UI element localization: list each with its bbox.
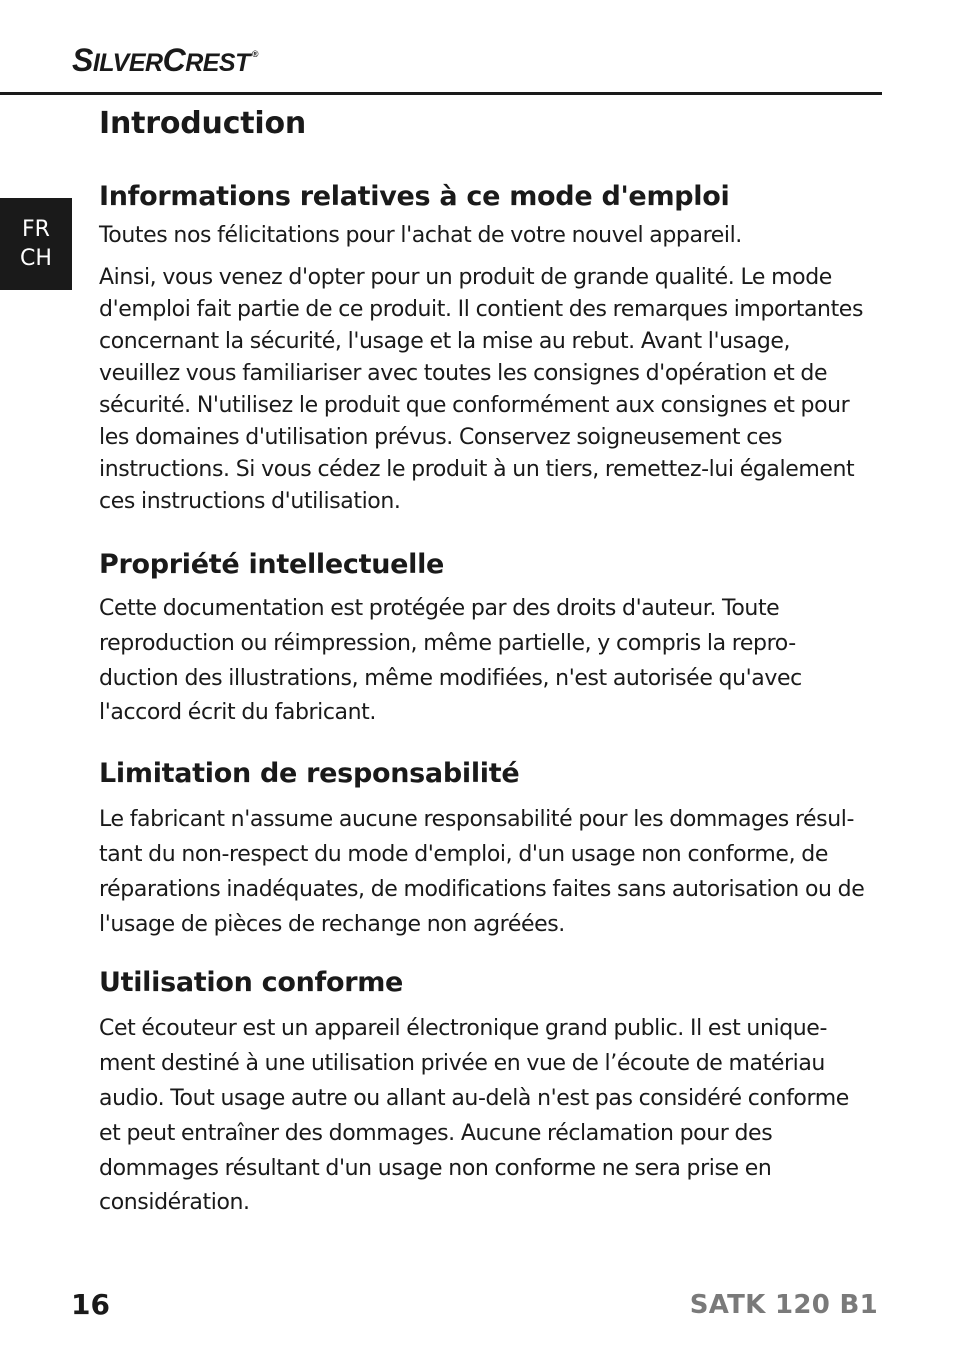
header-rule (0, 92, 882, 95)
registered-mark: ® (251, 49, 259, 59)
logo-letter-s: S (72, 42, 93, 78)
language-tab (0, 198, 72, 290)
section-paragraph: Toutes nos félicitations pour l'achat de votre nouvel appareil. (99, 223, 742, 248)
section-paragraph: Cet écouteur est un appareil électronique grand public. Il est unique-ment destiné à une utilisation privée en vue de l’écoute de matériau audio. Tout usage autre ou allant au-delà n'est pas considéré conforme et peut entraîner des dommages. Aucune réclamation pour des dommages résultant d'un usage non conforme ne sera prise en considération. (99, 1016, 849, 1216)
silvercrest-logo (72, 44, 258, 76)
page-title: Introduction (99, 106, 307, 141)
section-heading-intended-use: Utilisation conforme (99, 967, 404, 999)
section-paragraph: Le fabricant n'assume aucune responsabilité pour les dommages résul-tant du non-respect du mode d'emploi, d'un usage non conforme, de réparations inadéquates, de modifications faites sans autorisation ou de l'usage de pièces de rechange non agréées. (99, 807, 865, 937)
page-number: 16 (71, 1288, 110, 1321)
section-heading-manual-info: Informations relatives à ce mode d'emploi (99, 181, 730, 212)
language-code-ch: CH (20, 246, 52, 271)
section-paragraph: Ainsi, vous venez d'opter pour un produit de grande qualité. Le mode d'emploi fait partie de ce produit. Il contient des remarques importantes concernant la sécurité, l'usage et la mise au rebut. Avant l'usage, veuillez vous familiariser avec toutes les consignes d'opération et de sécurité. N'utilisez le produit que conformément aux consignes et pour les domaines d'utilisation prévus. Conservez soigneusement ces instructions. Si vous cédez le produit à un tiers, remettez-lui également ces instructions d'utilisation. (99, 265, 864, 514)
model-number: SATK 120 B1 (689, 1290, 878, 1320)
language-code-fr: FR (22, 217, 50, 242)
logo-text-ilver: ILVER (92, 49, 163, 77)
section-heading-intellectual-property: Propriété intellectuelle (99, 549, 445, 580)
logo-letter-c: C (162, 42, 186, 78)
section-paragraph: Cette documentation est protégée par des droits d'auteur. Toute reproduction ou réimpression, même partielle, y compris la repro-duction des illustrations, même modifiées, n'est autorisée qu'avec l'accord écrit du fabricant. (99, 596, 802, 726)
section-heading-liability: Limitation de responsabilité (99, 758, 520, 790)
logo-text-rest: REST (185, 49, 250, 77)
page-content (99, 104, 869, 1221)
